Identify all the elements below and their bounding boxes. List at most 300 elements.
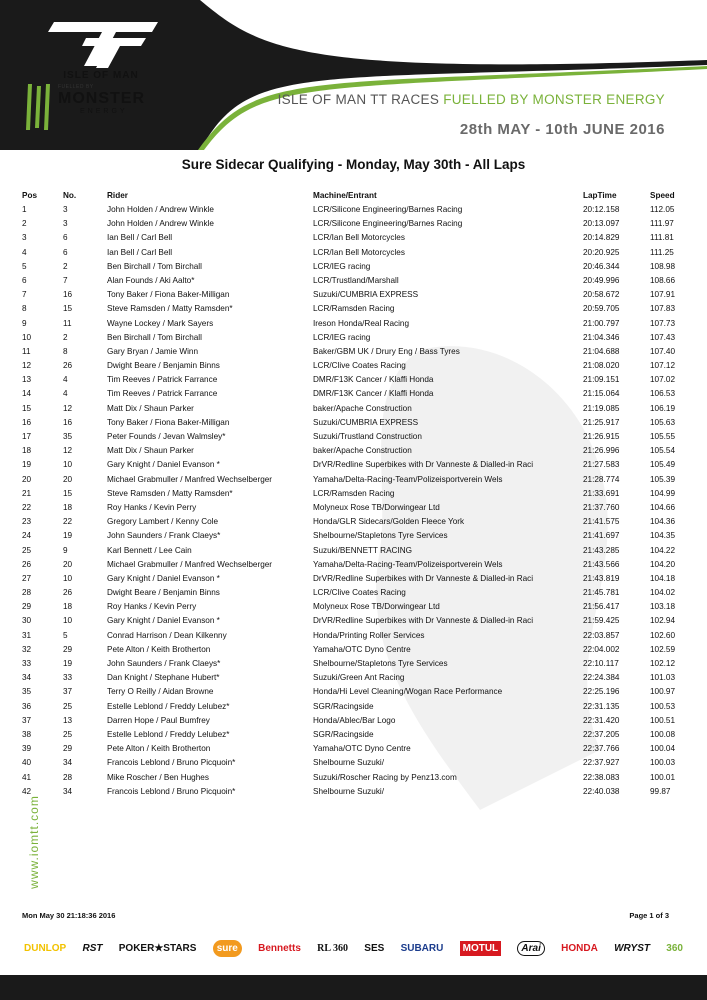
- cell-machine: Molyneux Rose TB/Dorwingear Ltd: [313, 502, 440, 512]
- cell-laptime: 22:10.117: [583, 659, 619, 668]
- cell-pos: 31: [22, 630, 32, 640]
- cell-pos: 5: [22, 261, 27, 271]
- sponsor-rst: RST: [82, 942, 103, 954]
- table-header-row: [0, 188, 707, 203]
- cell-no: 19: [63, 659, 73, 668]
- cell-machine: Suzuki/Trustland Construction: [313, 432, 422, 441]
- table-row: [0, 742, 707, 756]
- footer-timestamp: Mon May 30 21:18:36 2016: [22, 911, 116, 920]
- cell-no: 20: [63, 474, 73, 484]
- cell-speed: 105.39: [650, 474, 676, 484]
- cell-speed: 100.51: [650, 715, 676, 725]
- cell-pos: 12: [22, 361, 32, 371]
- cell-no: 25: [63, 701, 73, 711]
- cell-laptime: 21:28.774: [583, 474, 620, 484]
- cell-pos: 42: [22, 786, 32, 796]
- table-row: [0, 274, 707, 288]
- cell-pos: 33: [22, 659, 32, 668]
- cell-rider: Wayne Lockey / Mark Sayers: [107, 318, 214, 328]
- cell-speed: 104.18: [650, 573, 676, 583]
- sponsor-subaru: SUBARU: [400, 942, 444, 954]
- cell-machine: LCR/IEG racing: [313, 261, 371, 271]
- table-row: [0, 473, 707, 487]
- cell-machine: Shelbourne/Stapletons Tyre Services: [313, 531, 448, 541]
- cell-machine: LCR/Silicone Engineering/Barnes Racing: [313, 219, 463, 229]
- sponsor-360: 360: [666, 942, 683, 954]
- cell-no: 12: [63, 446, 73, 456]
- cell-machine: Suzuki/CUMBRIA EXPRESS: [313, 417, 419, 427]
- cell-laptime: 22:40.038: [583, 786, 620, 796]
- sponsor-pokerstars: POKER★STARS: [118, 942, 197, 954]
- cell-pos: 38: [22, 729, 32, 739]
- cell-laptime: 20:12.158: [583, 205, 620, 214]
- event-dates: 28th MAY - 10th JUNE 2016: [459, 121, 665, 138]
- cell-rider: Gary Knight / Daniel Evanson *: [107, 573, 220, 583]
- cell-rider: Estelle Leblond / Freddy Lelubez*: [107, 729, 230, 739]
- cell-machine: Yamaha/OTC Dyno Centre: [313, 744, 411, 754]
- cell-no: 3: [63, 205, 68, 214]
- cell-laptime: 21:41.575: [583, 517, 620, 527]
- cell-laptime: 21:26.996: [583, 446, 620, 456]
- cell-speed: 104.02: [650, 588, 676, 598]
- cell-no: 22: [63, 517, 73, 527]
- cell-machine: Ireson Honda/Real Racing: [313, 318, 410, 328]
- cell-speed: 107.73: [650, 318, 676, 328]
- cell-no: 15: [63, 304, 73, 314]
- cell-pos: 37: [22, 715, 32, 725]
- cell-no: 29: [63, 644, 73, 654]
- cell-no: 13: [63, 715, 73, 725]
- cell-laptime: 21:25.917: [583, 417, 620, 427]
- cell-no: 33: [63, 673, 73, 683]
- table-row: [0, 685, 707, 699]
- cell-no: 28: [63, 772, 73, 782]
- cell-speed: 100.04: [650, 744, 676, 754]
- cell-no: 34: [63, 758, 73, 768]
- cell-speed: 100.08: [650, 729, 676, 739]
- cell-pos: 4: [22, 247, 27, 257]
- cell-pos: 27: [22, 573, 32, 583]
- cell-machine: LCR/Ian Bell Motorcycles: [313, 233, 405, 243]
- event-title: [278, 92, 665, 107]
- cell-machine: Honda/Hi Level Cleaning/Wogan Race Performance: [313, 687, 503, 697]
- cell-speed: 102.60: [650, 630, 676, 640]
- cell-pos: 13: [22, 375, 32, 385]
- cell-rider: Alan Founds / Aki Aalto*: [107, 275, 195, 285]
- cell-no: 16: [63, 417, 73, 427]
- cell-rider: Tony Baker / Fiona Baker-Milligan: [107, 290, 230, 300]
- cell-speed: 111.97: [650, 219, 674, 229]
- cell-machine: LCR/Clive Coates Racing: [313, 361, 406, 371]
- sponsor-strip: [0, 928, 707, 968]
- table-row: [0, 231, 707, 245]
- cell-speed: 100.01: [650, 772, 676, 782]
- sponsor-honda: HONDA: [561, 942, 598, 954]
- cell-pos: 9: [22, 318, 27, 328]
- cell-laptime: 22:04.002: [583, 644, 620, 654]
- cell-pos: 39: [22, 744, 32, 754]
- logo-monster: MONSTER: [58, 90, 145, 107]
- event-title-main: ISLE OF MAN TT RACES: [277, 92, 444, 107]
- cell-rider: Michael Grabmuller / Manfred Wechselberger: [107, 474, 273, 484]
- cell-speed: 107.43: [650, 332, 676, 342]
- cell-speed: 105.49: [650, 460, 676, 470]
- cell-no: 34: [63, 786, 73, 796]
- sponsor-bennetts: Bennetts: [258, 942, 301, 954]
- cell-machine: LCR/Ramsden Racing: [313, 304, 395, 314]
- cell-pos: 18: [22, 446, 32, 456]
- cell-no: 10: [63, 460, 73, 470]
- cell-pos: 36: [22, 701, 32, 711]
- cell-no: 35: [63, 432, 73, 441]
- monster-claw-icon: [24, 82, 54, 132]
- results-table: [0, 188, 707, 799]
- cell-laptime: 22:37.766: [583, 744, 620, 754]
- cell-machine: Suzuki/BENNETT RACING: [313, 545, 413, 555]
- table-row: [0, 643, 707, 657]
- cell-laptime: 21:59.425: [583, 616, 620, 626]
- table-row: [0, 785, 707, 799]
- cell-machine: Baker/GBM UK / Drury Eng / Bass Tyres: [313, 346, 460, 356]
- cell-pos: 7: [22, 290, 27, 300]
- cell-machine: DrVR/Redline Superbikes with Dr Vanneste & Dialled-in Raci: [313, 573, 534, 583]
- logo-energy: ENERGY: [80, 108, 128, 115]
- cell-machine: LCR/IEG racing: [313, 332, 371, 342]
- sponsor-motul: MOTUL: [460, 941, 502, 956]
- col-header-machine: Machine/Entrant: [313, 191, 377, 200]
- cell-speed: 102.94: [650, 616, 676, 626]
- website-vertical: [22, 785, 41, 905]
- cell-rider: Gregory Lambert / Kenny Cole: [107, 517, 219, 527]
- cell-laptime: 21:15.064: [583, 389, 620, 399]
- logo-fuelled-by: FUELLED BY: [58, 84, 94, 90]
- logo-isle-of-man: ISLE OF MAN: [63, 70, 139, 81]
- cell-machine: baker/Apache Construction: [313, 403, 412, 413]
- footer-page-number: Page 1 of 3: [629, 911, 669, 920]
- cell-laptime: 22:37.927: [583, 758, 620, 768]
- cell-speed: 107.12: [650, 361, 676, 371]
- cell-pos: 24: [22, 531, 32, 541]
- cell-machine: Shelbourne Suzuki/: [313, 786, 385, 796]
- cell-machine: DrVR/Redline Superbikes with Dr Vanneste & Dialled-in Raci: [313, 460, 534, 470]
- cell-laptime: 21:19.085: [583, 403, 620, 413]
- event-title-fuelled: FUELLED BY MONSTER ENERGY: [443, 92, 665, 107]
- cell-machine: Yamaha/Delta-Racing-Team/Polizeisportverein Wels: [313, 559, 503, 569]
- cell-no: 3: [63, 219, 68, 229]
- cell-laptime: 22:03.857: [583, 630, 620, 640]
- table-row: [0, 203, 707, 217]
- col-header-pos: Pos: [22, 191, 38, 200]
- cell-no: 15: [63, 488, 73, 498]
- cell-no: 18: [63, 602, 73, 612]
- cell-laptime: 21:04.346: [583, 332, 620, 342]
- cell-no: 16: [63, 290, 73, 300]
- cell-no: 4: [63, 375, 68, 385]
- cell-laptime: 20:58.672: [583, 290, 620, 300]
- cell-no: 37: [63, 687, 73, 697]
- cell-rider: Tony Baker / Fiona Baker-Milligan: [107, 417, 230, 427]
- cell-speed: 105.55: [650, 432, 676, 441]
- cell-pos: 28: [22, 588, 32, 598]
- cell-no: 6: [63, 247, 68, 257]
- cell-pos: 2: [22, 219, 27, 229]
- cell-machine: LCR/Ramsden Racing: [313, 488, 395, 498]
- cell-speed: 105.63: [650, 417, 676, 427]
- cell-rider: John Saunders / Frank Claeys*: [107, 531, 221, 541]
- cell-rider: Tim Reeves / Patrick Farrance: [107, 389, 218, 399]
- cell-machine: SGR/Racingside: [313, 729, 374, 739]
- cell-rider: Michael Grabmuller / Manfred Wechselberger: [107, 559, 273, 569]
- cell-rider: Pete Alton / Keith Brotherton: [107, 644, 211, 654]
- sponsor-dunlop: DUNLOP: [24, 942, 67, 954]
- table-row: [0, 387, 707, 401]
- cell-laptime: 22:37.205: [583, 729, 620, 739]
- cell-laptime: 20:46.344: [583, 261, 620, 271]
- cell-rider: Karl Bennett / Lee Cain: [107, 545, 192, 555]
- cell-rider: Francois Leblond / Bruno Picquoin*: [107, 758, 236, 768]
- cell-machine: LCR/Clive Coates Racing: [313, 588, 406, 598]
- table-row: [0, 331, 707, 345]
- cell-pos: 34: [22, 673, 32, 683]
- cell-pos: 3: [22, 233, 27, 243]
- cell-pos: 15: [22, 403, 32, 413]
- table-row: [0, 288, 707, 302]
- cell-rider: Matt Dix / Shaun Parker: [107, 403, 194, 413]
- table-row: [0, 700, 707, 714]
- table-row: [0, 544, 707, 558]
- cell-laptime: 21:45.781: [583, 588, 620, 598]
- table-row: [0, 586, 707, 600]
- table-row: [0, 728, 707, 742]
- cell-no: 29: [63, 744, 73, 754]
- cell-pos: 1: [22, 205, 27, 214]
- table-row: [0, 444, 707, 458]
- cell-laptime: 21:43.819: [583, 573, 620, 583]
- cell-no: 4: [63, 389, 68, 399]
- table-row: [0, 558, 707, 572]
- sponsor-rl360: RL 360: [317, 942, 349, 954]
- table-row: [0, 359, 707, 373]
- cell-laptime: 22:31.420: [583, 715, 620, 725]
- cell-rider: Peter Founds / Jevan Walmsley*: [107, 432, 226, 441]
- cell-no: 2: [63, 261, 68, 271]
- cell-speed: 104.66: [650, 502, 676, 512]
- cell-pos: 23: [22, 517, 32, 527]
- cell-machine: Yamaha/OTC Dyno Centre: [313, 644, 411, 654]
- col-header-no: No.: [63, 191, 77, 200]
- cell-laptime: 21:08.020: [583, 361, 620, 371]
- cell-rider: Steve Ramsden / Matty Ramsden*: [107, 488, 233, 498]
- table-body: [0, 203, 707, 799]
- cell-rider: Pete Alton / Keith Brotherton: [107, 744, 211, 754]
- cell-laptime: 21:41.697: [583, 531, 620, 541]
- cell-rider: Mike Roscher / Ben Hughes: [107, 772, 209, 782]
- cell-laptime: 22:38.083: [583, 772, 620, 782]
- cell-speed: 100.53: [650, 701, 676, 711]
- cell-laptime: 20:59.705: [583, 304, 620, 314]
- table-row: [0, 246, 707, 260]
- cell-rider: Dwight Beare / Benjamin Binns: [107, 361, 220, 371]
- cell-no: 26: [63, 361, 73, 371]
- table-row: [0, 629, 707, 643]
- cell-machine: DMR/F13K Cancer / Klaffi Honda: [313, 375, 434, 385]
- cell-rider: Matt Dix / Shaun Parker: [107, 446, 194, 456]
- cell-machine: Molyneux Rose TB/Dorwingear Ltd: [313, 602, 440, 612]
- cell-no: 10: [63, 573, 73, 583]
- cell-pos: 10: [22, 332, 32, 342]
- cell-pos: 41: [22, 772, 32, 782]
- cell-speed: 100.03: [650, 758, 676, 768]
- cell-rider: John Holden / Andrew Winkle: [107, 205, 214, 214]
- table-row: [0, 572, 707, 586]
- cell-rider: John Saunders / Frank Claeys*: [107, 659, 221, 668]
- cell-rider: Darren Hope / Paul Bumfrey: [107, 715, 210, 725]
- table-row: [0, 600, 707, 614]
- cell-no: 11: [63, 318, 72, 328]
- cell-speed: 107.02: [650, 375, 676, 385]
- cell-machine: Honda/Ablec/Bar Logo: [313, 715, 396, 725]
- table-row: [0, 614, 707, 628]
- website-text: www.iomtt.com: [27, 795, 41, 889]
- sponsor-sure: sure: [213, 940, 242, 957]
- cell-no: 19: [63, 531, 73, 541]
- cell-no: 8: [63, 346, 68, 356]
- cell-speed: 102.12: [650, 659, 676, 668]
- table-row: [0, 756, 707, 770]
- cell-speed: 108.66: [650, 275, 676, 285]
- cell-rider: Ben Birchall / Tom Birchall: [107, 332, 202, 342]
- cell-no: 2: [63, 332, 68, 342]
- cell-pos: 20: [22, 474, 32, 484]
- cell-rider: Roy Hanks / Kevin Perry: [107, 502, 197, 512]
- cell-speed: 111.25: [650, 247, 674, 257]
- cell-laptime: 22:31.135: [583, 701, 620, 711]
- cell-speed: 101.03: [650, 673, 676, 683]
- cell-laptime: 20:14.829: [583, 233, 620, 243]
- cell-machine: DrVR/Redline Superbikes with Dr Vanneste & Dialled-in Raci: [313, 616, 534, 626]
- table-row: [0, 501, 707, 515]
- cell-laptime: 20:13.097: [583, 219, 620, 229]
- table-row: [0, 416, 707, 430]
- session-title: Sure Sidecar Qualifying - Monday, May 30th - All Laps: [181, 157, 526, 172]
- cell-speed: 107.83: [650, 304, 676, 314]
- cell-speed: 104.22: [650, 545, 676, 555]
- table-row: [0, 402, 707, 416]
- cell-pos: 22: [22, 502, 32, 512]
- cell-rider: Ian Bell / Carl Bell: [107, 233, 173, 243]
- tt-logo-icon: [46, 18, 166, 70]
- cell-machine: Suzuki/Roscher Racing by Penz13.com: [313, 772, 457, 782]
- cell-machine: Suzuki/CUMBRIA EXPRESS: [313, 290, 419, 300]
- cell-speed: 104.20: [650, 559, 676, 569]
- cell-machine: baker/Apache Construction: [313, 446, 412, 456]
- cell-no: 12: [63, 403, 73, 413]
- cell-machine: Yamaha/Delta-Racing-Team/Polizeisportverein Wels: [313, 474, 503, 484]
- cell-speed: 104.35: [650, 531, 676, 541]
- cell-no: 5: [63, 630, 68, 640]
- table-row: [0, 345, 707, 359]
- cell-laptime: 20:20.925: [583, 247, 620, 257]
- table-row: [0, 458, 707, 472]
- cell-speed: 105.54: [650, 446, 676, 456]
- cell-rider: Francois Leblond / Bruno Picquoin*: [107, 786, 236, 796]
- cell-machine: Honda/Printing Roller Services: [313, 630, 425, 640]
- cell-laptime: 21:26.915: [583, 432, 620, 441]
- cell-rider: Gary Bryan / Jamie Winn: [107, 346, 198, 356]
- cell-speed: 102.59: [650, 644, 676, 654]
- cell-speed: 99.87: [650, 786, 671, 796]
- cell-rider: Dwight Beare / Benjamin Binns: [107, 588, 220, 598]
- cell-speed: 108.98: [650, 261, 676, 271]
- table-row: [0, 771, 707, 785]
- cell-machine: Suzuki/Green Ant Racing: [313, 673, 405, 683]
- cell-laptime: 21:00.797: [583, 318, 620, 328]
- cell-speed: 107.91: [650, 290, 676, 300]
- table-row: [0, 373, 707, 387]
- cell-rider: Ian Bell / Carl Bell: [107, 247, 173, 257]
- cell-no: 25: [63, 729, 73, 739]
- table-row: [0, 671, 707, 685]
- cell-pos: 21: [22, 488, 32, 498]
- cell-speed: 106.19: [650, 403, 676, 413]
- table-row: [0, 217, 707, 231]
- cell-pos: 32: [22, 644, 32, 654]
- cell-rider: Tim Reeves / Patrick Farrance: [107, 375, 218, 385]
- cell-pos: 14: [22, 389, 32, 399]
- cell-machine: LCR/Silicone Engineering/Barnes Racing: [313, 205, 463, 214]
- cell-machine: LCR/Ian Bell Motorcycles: [313, 247, 405, 257]
- cell-no: 26: [63, 588, 73, 598]
- cell-speed: 104.36: [650, 517, 676, 527]
- cell-rider: Dan Knight / Stephane Hubert*: [107, 673, 220, 683]
- cell-pos: 8: [22, 304, 27, 314]
- cell-laptime: 21:04.688: [583, 346, 620, 356]
- cell-laptime: 22:24.384: [583, 673, 620, 683]
- cell-laptime: 21:37.760: [583, 502, 620, 512]
- cell-machine: Shelbourne Suzuki/: [313, 758, 385, 768]
- table-row: [0, 529, 707, 543]
- cell-pos: 17: [22, 432, 32, 441]
- cell-laptime: 21:33.691: [583, 488, 620, 498]
- cell-rider: Roy Hanks / Kevin Perry: [107, 602, 197, 612]
- table-row: [0, 487, 707, 501]
- cell-no: 10: [63, 616, 73, 626]
- sponsor-ses: SES: [364, 942, 385, 954]
- cell-machine: Honda/GLR Sidecars/Golden Fleece York: [313, 517, 465, 527]
- cell-pos: 11: [22, 346, 31, 356]
- cell-machine: Shelbourne/Stapletons Tyre Services: [313, 659, 448, 668]
- cell-speed: 103.18: [650, 602, 676, 612]
- sponsor-wryst: WRYST: [614, 942, 651, 954]
- cell-machine: DMR/F13K Cancer / Klaffi Honda: [313, 389, 434, 399]
- cell-laptime: 20:49.996: [583, 275, 620, 285]
- col-header-speed: Speed: [650, 191, 675, 200]
- cell-laptime: 21:09.151: [583, 375, 620, 385]
- cell-rider: Terry O Reilly / Aidan Browne: [107, 687, 214, 697]
- cell-machine: LCR/Trustland/Marshall: [313, 275, 399, 285]
- cell-pos: 29: [22, 602, 32, 612]
- cell-rider: Estelle Leblond / Freddy Lelubez*: [107, 701, 230, 711]
- cell-pos: 40: [22, 758, 32, 768]
- sponsor-arai: Arai: [517, 941, 544, 956]
- cell-rider: John Holden / Andrew Winkle: [107, 219, 214, 229]
- table-row: [0, 714, 707, 728]
- cell-pos: 16: [22, 417, 32, 427]
- cell-no: 9: [63, 545, 68, 555]
- cell-no: 6: [63, 233, 68, 243]
- cell-pos: 30: [22, 616, 32, 626]
- cell-speed: 104.99: [650, 488, 676, 498]
